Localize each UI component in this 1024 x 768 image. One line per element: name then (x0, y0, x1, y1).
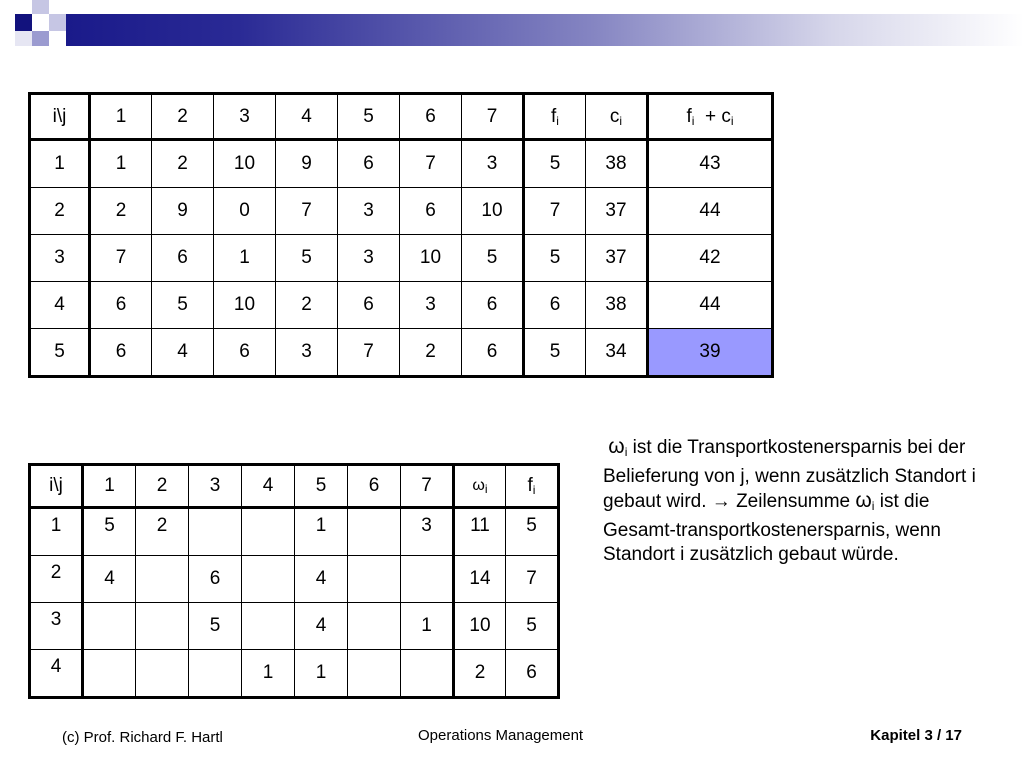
header-square (49, 0, 66, 14)
cell: 1 (90, 140, 152, 188)
cell: 3 (276, 329, 338, 377)
footer-author: (c) Prof. Richard F. Hartl (62, 729, 223, 746)
table-row (30, 188, 773, 235)
row-header: 5 (30, 329, 90, 377)
cell (348, 508, 401, 556)
col-header-sum: $f_i + c_i$ (648, 94, 773, 140)
cell: 4 (295, 603, 348, 650)
cell: 4 (152, 329, 214, 377)
row-header: 2 (30, 188, 90, 235)
col-header: 3 (189, 465, 242, 508)
row-header: 4 (30, 282, 90, 329)
cell: 3 (338, 235, 400, 282)
table-row (30, 556, 559, 603)
corner-cell: i\j (30, 465, 83, 508)
cell (348, 556, 401, 603)
col-header: 7 (462, 94, 524, 140)
cell: 3 (400, 282, 462, 329)
sum-cell: 44 (648, 188, 773, 235)
omega-cell: 11 (454, 508, 506, 556)
cell: 2 (90, 188, 152, 235)
cell: 6 (90, 329, 152, 377)
col-header-f: $f_i$ (524, 94, 586, 140)
f-cell: 6 (506, 650, 559, 698)
sum-cell: 42 (648, 235, 773, 282)
col-header-omega: $\omega_i$ (454, 465, 506, 508)
table-row (30, 140, 773, 188)
f-cell: 5 (524, 140, 586, 188)
cell: 6 (338, 140, 400, 188)
header-gradient-bar (66, 14, 1024, 46)
cell: 3 (401, 508, 454, 556)
table-header-row (30, 465, 559, 508)
cell: 1 (242, 650, 295, 698)
cell: 6 (462, 329, 524, 377)
table-header-row (30, 94, 773, 140)
table-row (30, 329, 773, 377)
cell: 4 (295, 556, 348, 603)
cell (136, 556, 189, 603)
cell (136, 603, 189, 650)
cell (401, 556, 454, 603)
cell: 4 (83, 556, 136, 603)
cell: 1 (214, 235, 276, 282)
table-row (30, 282, 773, 329)
cell: 6 (189, 556, 242, 603)
table-row (30, 603, 559, 650)
cell: 9 (152, 188, 214, 235)
cell: 0 (214, 188, 276, 235)
cell: 9 (276, 140, 338, 188)
cell: 3 (462, 140, 524, 188)
cell: 7 (338, 329, 400, 377)
f-cell: 5 (524, 329, 586, 377)
cell: 7 (276, 188, 338, 235)
cell: 2 (400, 329, 462, 377)
header-square (32, 31, 49, 46)
f-cell: 5 (506, 603, 559, 650)
cell: 1 (401, 603, 454, 650)
omega-cell: 14 (454, 556, 506, 603)
sum-cell-highlighted: 39 (648, 329, 773, 377)
row-header: 1 (30, 508, 83, 556)
cell: 5 (276, 235, 338, 282)
f-cell: 7 (506, 556, 559, 603)
col-header: 2 (152, 94, 214, 140)
cell: 10 (214, 282, 276, 329)
explanation-text: $\omega_i$ ist die Transportkostenersparnis bei der Belieferung von j, wenn zusätzlich Standort i gebaut wird. → Zeilensumme $\omega_i$ ist die Gesamt-transportkostenersparnis, wenn Standort i zusätzlich gebaut würde. (603, 435, 976, 565)
cell: 6 (462, 282, 524, 329)
cell (83, 650, 136, 698)
cell (242, 603, 295, 650)
cell: 6 (400, 188, 462, 235)
cell: 6 (152, 235, 214, 282)
cell (242, 508, 295, 556)
cell: 5 (462, 235, 524, 282)
f-cell: 5 (524, 235, 586, 282)
table-row (30, 650, 559, 698)
row-header: 4 (30, 650, 83, 698)
cell: 2 (152, 140, 214, 188)
cell (401, 650, 454, 698)
col-header: 1 (90, 94, 152, 140)
cell: 5 (152, 282, 214, 329)
footer-page-number: Kapitel 3 / 17 (870, 727, 962, 744)
cell: 6 (338, 282, 400, 329)
header-square (15, 31, 32, 46)
col-header-c: $c_i$ (586, 94, 648, 140)
cell: 6 (214, 329, 276, 377)
omega-symbol: ω (608, 435, 625, 458)
cell: 10 (400, 235, 462, 282)
cell: 5 (189, 603, 242, 650)
row-header: 3 (30, 235, 90, 282)
omega-cell: 2 (454, 650, 506, 698)
corner-cell: i\j (30, 94, 90, 140)
col-header: 4 (276, 94, 338, 140)
cell (189, 508, 242, 556)
col-header: 1 (83, 465, 136, 508)
sum-cell: 43 (648, 140, 773, 188)
cell: 1 (295, 508, 348, 556)
cell (348, 650, 401, 698)
cost-table (28, 92, 774, 378)
c-cell: 38 (586, 282, 648, 329)
sum-cell: 44 (648, 282, 773, 329)
omega-symbol: ω (855, 489, 872, 512)
c-cell: 37 (586, 188, 648, 235)
table-row (30, 235, 773, 282)
cell: 5 (83, 508, 136, 556)
row-header: 3 (30, 603, 83, 650)
col-header-f: $f_i$ (506, 465, 559, 508)
f-cell: 5 (506, 508, 559, 556)
savings-table (28, 463, 560, 699)
col-header: 6 (400, 94, 462, 140)
cell (242, 556, 295, 603)
cell: 1 (295, 650, 348, 698)
c-cell: 37 (586, 235, 648, 282)
c-cell: 34 (586, 329, 648, 377)
col-header: 5 (295, 465, 348, 508)
cell: 2 (276, 282, 338, 329)
cell (83, 603, 136, 650)
row-header: 2 (30, 556, 83, 603)
cell (136, 650, 189, 698)
cell: 3 (338, 188, 400, 235)
col-header: 5 (338, 94, 400, 140)
cell: 10 (462, 188, 524, 235)
omega-cell: 10 (454, 603, 506, 650)
col-header: 7 (401, 465, 454, 508)
cell: 10 (214, 140, 276, 188)
cell: 2 (136, 508, 189, 556)
cell: 6 (90, 282, 152, 329)
cell: 7 (90, 235, 152, 282)
col-header: 3 (214, 94, 276, 140)
cell (348, 603, 401, 650)
header-square (32, 0, 49, 14)
c-cell: 38 (586, 140, 648, 188)
header-square (49, 14, 66, 31)
col-header: 6 (348, 465, 401, 508)
cell (189, 650, 242, 698)
table-row (30, 508, 559, 556)
col-header: 2 (136, 465, 189, 508)
header-square (15, 14, 32, 31)
row-header: 1 (30, 140, 90, 188)
f-cell: 7 (524, 188, 586, 235)
footer-course: Operations Management (418, 727, 584, 744)
col-header: 4 (242, 465, 295, 508)
f-cell: 6 (524, 282, 586, 329)
cell: 7 (400, 140, 462, 188)
